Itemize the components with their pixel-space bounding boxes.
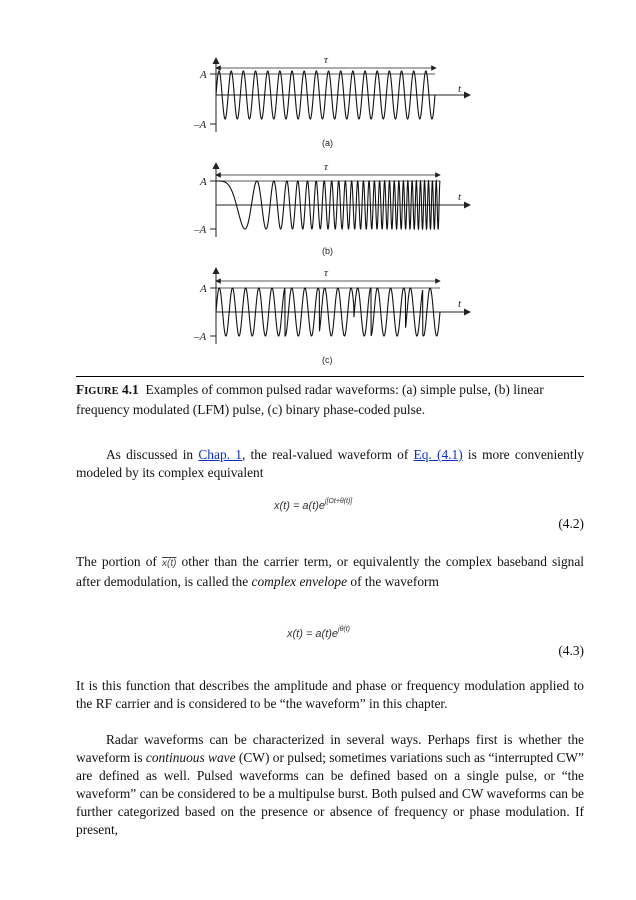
equation-number-4-3: (4.3) — [558, 643, 584, 658]
panel-a — [193, 54, 470, 148]
t-label: t — [458, 191, 462, 203]
tau-label: τ — [324, 161, 328, 173]
paragraph-2: The portion of x(t) other than the carrier term, or equivalently the complex baseband signal after demodulation, is called the complex envelope of the waveform — [76, 554, 584, 589]
equation-4-2: $x(t) = a(t)e^{j[\Omega t+\theta(t)]}$ — [274, 498, 353, 512]
tau-label: τ — [324, 54, 328, 66]
amp-pos-label: A — [200, 283, 207, 295]
waveform-figure — [0, 0, 636, 372]
amp-neg-label: –A — [194, 331, 207, 343]
tau-label: τ — [324, 267, 328, 279]
amp-pos-label: A — [200, 176, 207, 188]
amp-neg-label: –A — [194, 119, 207, 131]
link-chap-1[interactable]: Chap. 1 — [198, 447, 242, 462]
figure-caption: FIGURE 4.1 Examples of common pulsed radar waveforms: (a) simple pulse, (b) linear frequency modulated (LFM) pulse, (c) binary phase-coded pulse. — [76, 376, 584, 419]
equation-number-4-2: (4.2) — [558, 516, 584, 531]
panel-label-b: (b) — [322, 246, 333, 256]
paragraph-3: It is this function that describes the amplitude and phase or frequency modulation applied to the RF carrier and is considered to be “the waveform” in this chapter. — [76, 678, 584, 711]
amp-neg-label: –A — [194, 224, 207, 236]
amp-pos-label: A — [200, 69, 207, 81]
equation-4-3: $x(t) = a(t)e^{j\theta(t)}$ — [287, 626, 351, 640]
link-eq-4-1[interactable]: Eq. (4.1) — [413, 447, 463, 462]
paragraph-4: Radar waveforms can be characterized in several ways. Perhaps first is whether the waveform is continuous wave (CW) or pulsed; sometimes variations such as “interrupted CW” are defined as well. Pulsed waveforms can be defined based on a single pulse, or “the waveform” can be considered to be a multipulse burst. Both pulsed and CW waveforms can be further categorized based on the presence or absence of frequency or phase modulation. If present, — [76, 732, 585, 837]
paragraph-1: As discussed in Chap. 1, the real-valued waveform of Eq. (4.1) is more conveniently modeled by its complex equivalent — [76, 447, 585, 480]
panel-b — [193, 161, 470, 256]
t-label: t — [458, 83, 462, 95]
panel-c — [193, 267, 470, 365]
panel-label-a: (a) — [322, 138, 333, 148]
caption-text: Examples of common pulsed radar waveforms: (a) simple pulse, (b) linear frequency modulated (LFM) pulse, (c) binary phase-coded pulse. — [76, 382, 544, 417]
x-bar-symbol: x(t) — [161, 558, 177, 569]
t-label: t — [458, 298, 462, 310]
panel-label-c: (c) — [322, 355, 333, 365]
